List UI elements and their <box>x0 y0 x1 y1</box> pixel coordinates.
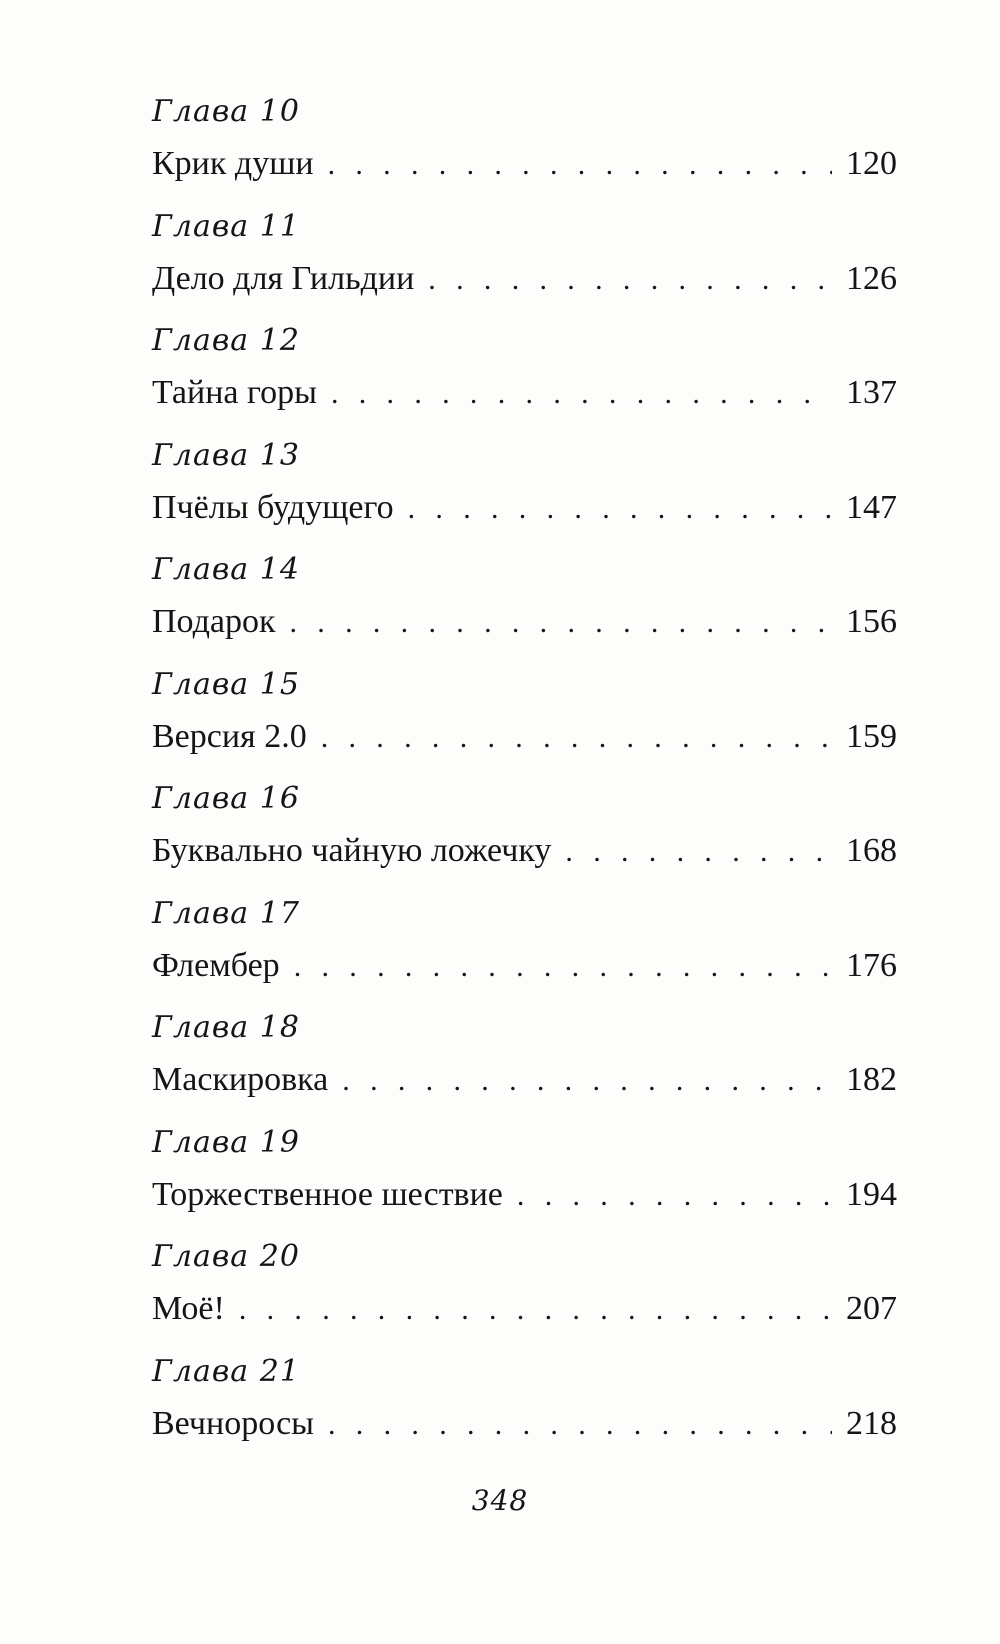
chapter-title: Торжественное шествие <box>152 1175 503 1213</box>
dot-leader <box>239 1286 832 1334</box>
page-folio-number: 348 <box>471 1484 529 1517</box>
dot-leader <box>321 714 832 762</box>
toc-row[interactable] <box>152 140 897 188</box>
chapter-title: Флембер <box>152 946 280 984</box>
table-of-contents <box>152 92 897 1466</box>
dot-leader <box>331 370 832 418</box>
toc-row[interactable] <box>152 369 897 417</box>
chapter-title: Вечноросы <box>152 1404 314 1442</box>
page-number: 218 <box>846 1404 897 1442</box>
toc-entry <box>152 1008 897 1123</box>
chapter-title: Пчёлы будущего <box>152 488 394 526</box>
toc-entry <box>152 207 897 322</box>
toc-entry <box>152 1123 897 1238</box>
chapter-title: Дело для Гильдии <box>152 259 415 297</box>
chapter-label: Глава 20 <box>152 1239 300 1274</box>
page-number: 137 <box>846 374 897 411</box>
chapter-label: Глава 12 <box>152 323 300 358</box>
chapter-title: Буквально чайную ложечку <box>152 832 552 869</box>
toc-entry <box>152 1237 897 1352</box>
chapter-label: Глава 16 <box>152 781 300 816</box>
toc-row[interactable] <box>152 827 897 875</box>
chapter-label: Глава 21 <box>152 1353 300 1389</box>
dot-leader <box>408 485 832 533</box>
toc-row[interactable] <box>152 1400 897 1448</box>
toc-row[interactable] <box>152 598 897 646</box>
page-number: 182 <box>846 1061 897 1098</box>
toc-row[interactable] <box>152 1171 897 1219</box>
chapter-title: Маскировка <box>152 1061 329 1098</box>
page-number: 176 <box>846 946 897 984</box>
chapter-label: Глава 15 <box>152 666 300 702</box>
chapter-label: Глава 14 <box>152 552 300 587</box>
chapter-label: Глава 11 <box>152 208 300 244</box>
page-number: 159 <box>846 717 897 755</box>
dot-leader <box>294 943 832 991</box>
page-number: 147 <box>846 488 897 526</box>
dot-leader <box>517 1172 832 1220</box>
toc-entry <box>152 1352 897 1467</box>
page-number: 168 <box>846 832 897 869</box>
toc-row[interactable] <box>152 713 897 761</box>
toc-row[interactable] <box>152 484 897 532</box>
toc-entry <box>152 779 897 894</box>
dot-leader <box>328 141 832 189</box>
toc-entry <box>152 92 897 207</box>
chapter-title: Тайна горы <box>152 374 317 411</box>
chapter-label: Глава 18 <box>152 1010 300 1045</box>
page-number: 194 <box>846 1175 897 1213</box>
page-number: 126 <box>846 259 897 297</box>
chapter-label: Глава 10 <box>152 94 300 129</box>
chapter-label: Глава 17 <box>152 895 300 931</box>
chapter-title: Моё! <box>152 1290 225 1327</box>
chapter-label: Глава 13 <box>152 437 300 473</box>
dot-leader <box>428 256 832 304</box>
toc-row[interactable] <box>152 255 897 303</box>
toc-entry <box>152 321 897 436</box>
toc-row[interactable] <box>152 1056 897 1104</box>
chapter-title: Версия 2.0 <box>152 717 307 755</box>
toc-entry <box>152 550 897 665</box>
dot-leader <box>289 599 832 647</box>
dot-leader <box>328 1401 832 1449</box>
toc-entry <box>152 894 897 1009</box>
toc-row[interactable] <box>152 942 897 990</box>
toc-entry <box>152 436 897 551</box>
dot-leader <box>342 1057 832 1105</box>
chapter-title: Крик души <box>152 145 314 182</box>
toc-row[interactable] <box>152 1285 897 1333</box>
chapter-title: Подарок <box>152 603 276 640</box>
chapter-label: Глава 19 <box>152 1124 300 1160</box>
dot-leader <box>565 828 832 876</box>
toc-entry <box>152 665 897 780</box>
page-number: 156 <box>846 603 897 640</box>
page-number: 207 <box>846 1290 897 1327</box>
page-number: 120 <box>846 145 897 182</box>
